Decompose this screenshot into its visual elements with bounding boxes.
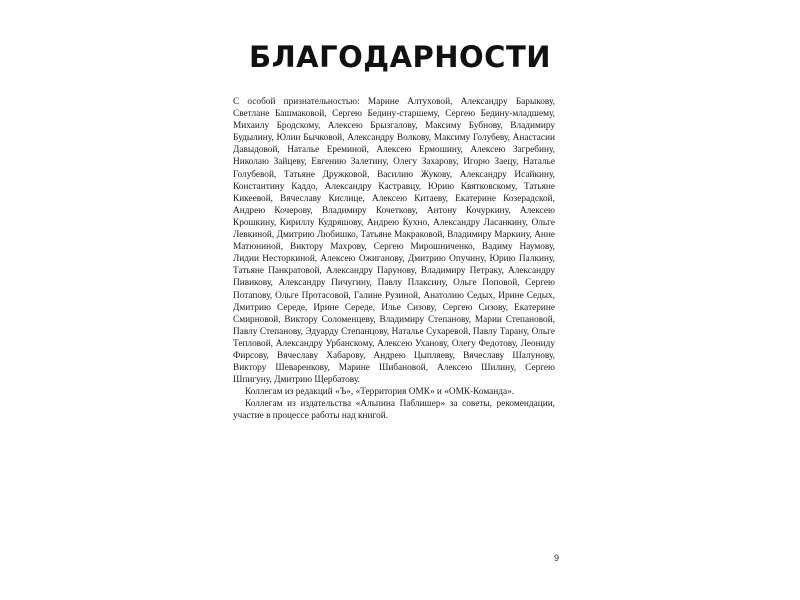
page-title: БЛАГОДАРНОСТИ	[248, 40, 552, 74]
acknowledgements-paragraph-editorial: Коллегам из редакций «Ъ», «Территория ОМК» и «ОМК-Команда».	[245, 387, 515, 398]
page-number: 9	[553, 553, 559, 563]
acknowledgements-text	[233, 96, 555, 423]
acknowledgements-paragraph-names: С особой признательностью: Марине Алтуховой, Александру Барыкову, Светлане Башмаковой, Сергею Бедину-старшему, Сергею Бедину-младшему, Михаилу Бродскому, Алексею Брызгалову, Максиму Бубнову, Владимиру Будылину, Юлии Бычковой, Александру Волкову, Максиму Голубеву, Анастасии Давыдовой, Наталье Ереминой, Алексею Ермошину, Алексею Загребину, Николаю Зайцеву, Евгению Залетину, Олегу Захарову, Игорю Заецу, Наталье Голубевой, Татьяне Дружковой, Василию Жукову, Александру Исайкину, Константину Каддо, Александру Кастравцу, Юрию Квятковскому, Татьяне Кикеевой, Вячеславу Кислице, Алексею Китаеву, Екатерине Козерадской, Андрею Кочерову, Владимиру Кочеткову, Антону Кочуркину, Алексею Крошкину, Кириллу Кудряшову, Андрею Кухно, Александру Ласанкину, Ольге Левкиной, Дмитрию Любишко, Татьяне Макраковой, Владимиру Маркину, Анне Матюниной, Виктору Махрову, Сергею Мирошниченко, Вадиму Наумову, Лидии Несторкиной, Алексею Ожиганову, Дмитрию Опучину, Юрию Палкину, Татьяне Панкратовой, Александру Парунову, Владимиру Петраку, Александру Пивикову, Александру Пичугину, Павлу Плаксину, Ольге Поповой, Сергею Потапову, Ольге Протасовой, Галине Рузиной, Анатолию Седых, Ирине Седых, Дмитрию Середе, Ирине Середе, Илье Сизову, Сергею Сизову, Екатерине Смирновой, Виктору Соломенцеву, Владимиру Степанову, Марии Степановой, Павлу Степанову, Эдуарду Степанцову, Наталье Сухаревой, Павлу Тарану, Ольге Тепловой, Александру Урбанскому, Алексею Уханову, Олегу Федотову, Леониду Фирсову, Вячеславу Хабарову, Андрею Цыпляеву, Вячеславу Шалунову, Виктору Шеваренкову, Марине Шибановой, Алексею Шилину, Сергею Шпигуну, Дмитрию Щербатову.	[233, 97, 555, 386]
acknowledgements-paragraph-publisher: Коллегам из издательства «Альпина Паблишер» за советы, рекомендации, участие в процессе работы над книгой.	[233, 399, 555, 422]
